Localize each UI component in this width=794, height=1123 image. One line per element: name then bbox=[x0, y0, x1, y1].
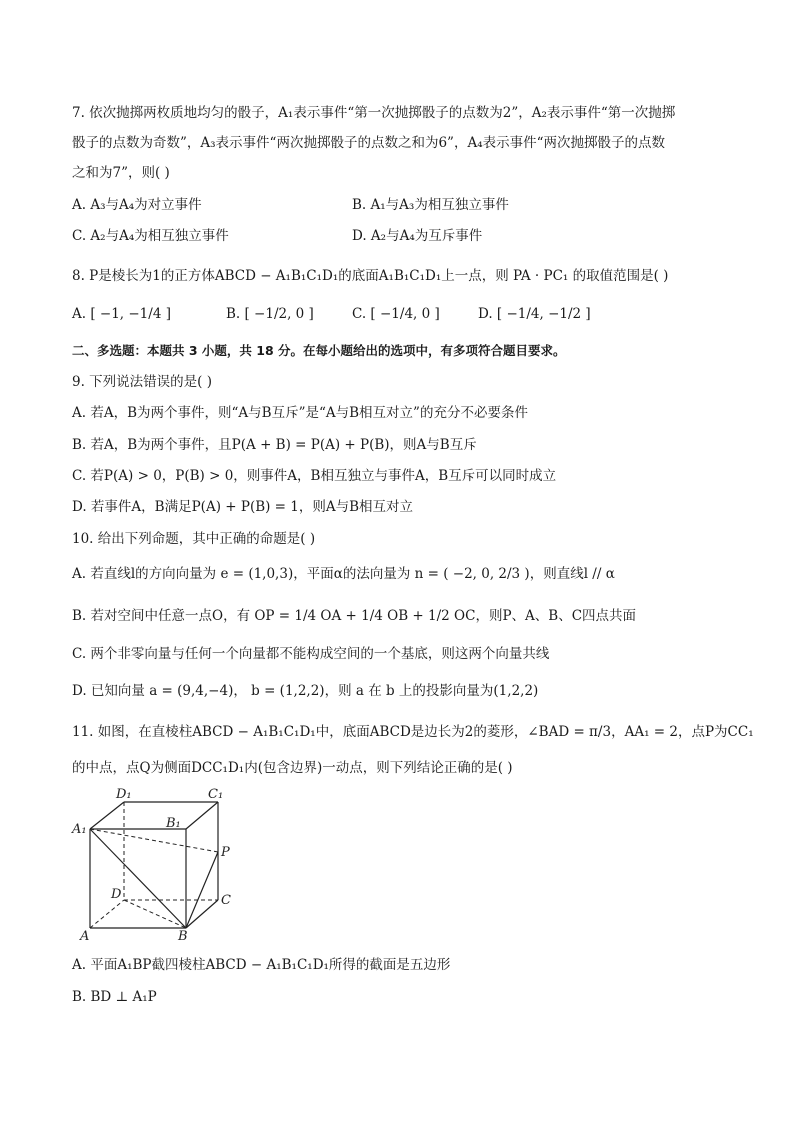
q11-stem-line1: 11. 如图，在直棱柱ABCD − A₁B₁C₁D₁中，底面ABCD是边长为2的菱形，∠BAD = π/3，AA₁ = 2，点P为CC₁ bbox=[72, 724, 754, 740]
q8-stem: 8. P是棱长为1的正方体ABCD − A₁B₁C₁D₁的底面A₁B₁C₁D₁上一点，则 PA · PC₁ 的取值范围是( ) bbox=[72, 268, 669, 284]
q8-option-a: A. [ −1, −1/4 ] bbox=[72, 306, 171, 322]
q9-option-c: C. 若P(A) > 0，P(B) > 0，则事件A，B相互独立与事件A，B互斥可以同时成立 bbox=[72, 468, 557, 484]
label-c: C bbox=[221, 893, 231, 908]
q8-option-c: C. [ −1/4, 0 ] bbox=[352, 306, 440, 322]
q7-option-d: D. A₂与A₄为互斥事件 bbox=[352, 228, 483, 244]
label-d: D bbox=[111, 887, 122, 902]
label-c1: C₁ bbox=[208, 787, 224, 802]
section-heading-multiple-choice: 二、多选题：本题共 3 小题，共 18 分。在每小题给出的选项中，有多项符合题目要求。 bbox=[72, 343, 566, 358]
q10-option-b: B. 若对空间中任意一点O，有 OP = 1/4 OA + 1/4 OB + 1/2 OC，则P、A、B、C四点共面 bbox=[72, 608, 637, 624]
q7-stem-line3: 之和为7”，则( ) bbox=[72, 165, 170, 181]
label-b: B bbox=[178, 929, 188, 944]
q9-stem: 9. 下列说法错误的是( ) bbox=[72, 374, 212, 390]
label-b1: B₁ bbox=[166, 816, 181, 831]
q10-option-a: A. 若直线l的方向向量为 e = (1,0,3)，平面α的法向量为 n = ( −2, 0, 2/3 )，则直线l // α bbox=[72, 566, 615, 582]
q7-option-c: C. A₂与A₄为相互独立事件 bbox=[72, 228, 229, 244]
q7-stem-line2: 骰子的点数为奇数”，A₃表示事件“两次抛掷骰子的点数之和为6”，A₄表示事件“两次抛掷骰子的点数 bbox=[72, 135, 666, 151]
q10-option-d: D. 已知向量 a = (9,4,−4)， b = (1,2,2)，则 a 在 b 上的投影向量为(1,2,2) bbox=[72, 683, 539, 699]
q7-option-a: A. A₃与A₄为对立事件 bbox=[72, 197, 202, 213]
q9-option-b: B. 若A，B为两个事件，且P(A + B) = P(A) + P(B)，则A与B互斥 bbox=[72, 437, 477, 453]
q7-stem-line1: 7. 依次抛掷两枚质地均匀的骰子，A₁表示事件“第一次抛掷骰子的点数为2”，A₂表示事件“第一次抛掷 bbox=[72, 105, 676, 121]
q8-option-b: B. [ −1/2, 0 ] bbox=[226, 306, 314, 322]
q11-option-b: B. BD ⊥ A₁P bbox=[72, 989, 157, 1005]
q10-stem: 10. 给出下列命题，其中正确的命题是( ) bbox=[72, 531, 316, 547]
label-p: P bbox=[221, 845, 230, 860]
q9-option-d: D. 若事件A，B满足P(A) + P(B) = 1，则A与B相互对立 bbox=[72, 499, 414, 515]
label-d1: D₁ bbox=[116, 787, 132, 802]
label-a1: A₁ bbox=[72, 822, 87, 837]
q9-option-a: A. 若A，B为两个事件，则“A与B互斥”是“A与B相互对立”的充分不必要条件 bbox=[72, 405, 528, 421]
label-a: A bbox=[80, 929, 90, 944]
prism-figure bbox=[66, 786, 246, 946]
q7-option-b: B. A₁与A₃为相互独立事件 bbox=[352, 197, 509, 213]
q8-option-d: D. [ −1/4, −1/2 ] bbox=[478, 306, 591, 322]
q11-stem-line2: 的中点，点Q为侧面DCC₁D₁内(包含边界)一动点，则下列结论正确的是( ) bbox=[72, 760, 513, 776]
q10-option-c: C. 两个非零向量与任何一个向量都不能构成空间的一个基底，则这两个向量共线 bbox=[72, 646, 550, 662]
q11-option-a: A. 平面A₁BP截四棱柱ABCD − A₁B₁C₁D₁所得的截面是五边形 bbox=[72, 957, 451, 973]
